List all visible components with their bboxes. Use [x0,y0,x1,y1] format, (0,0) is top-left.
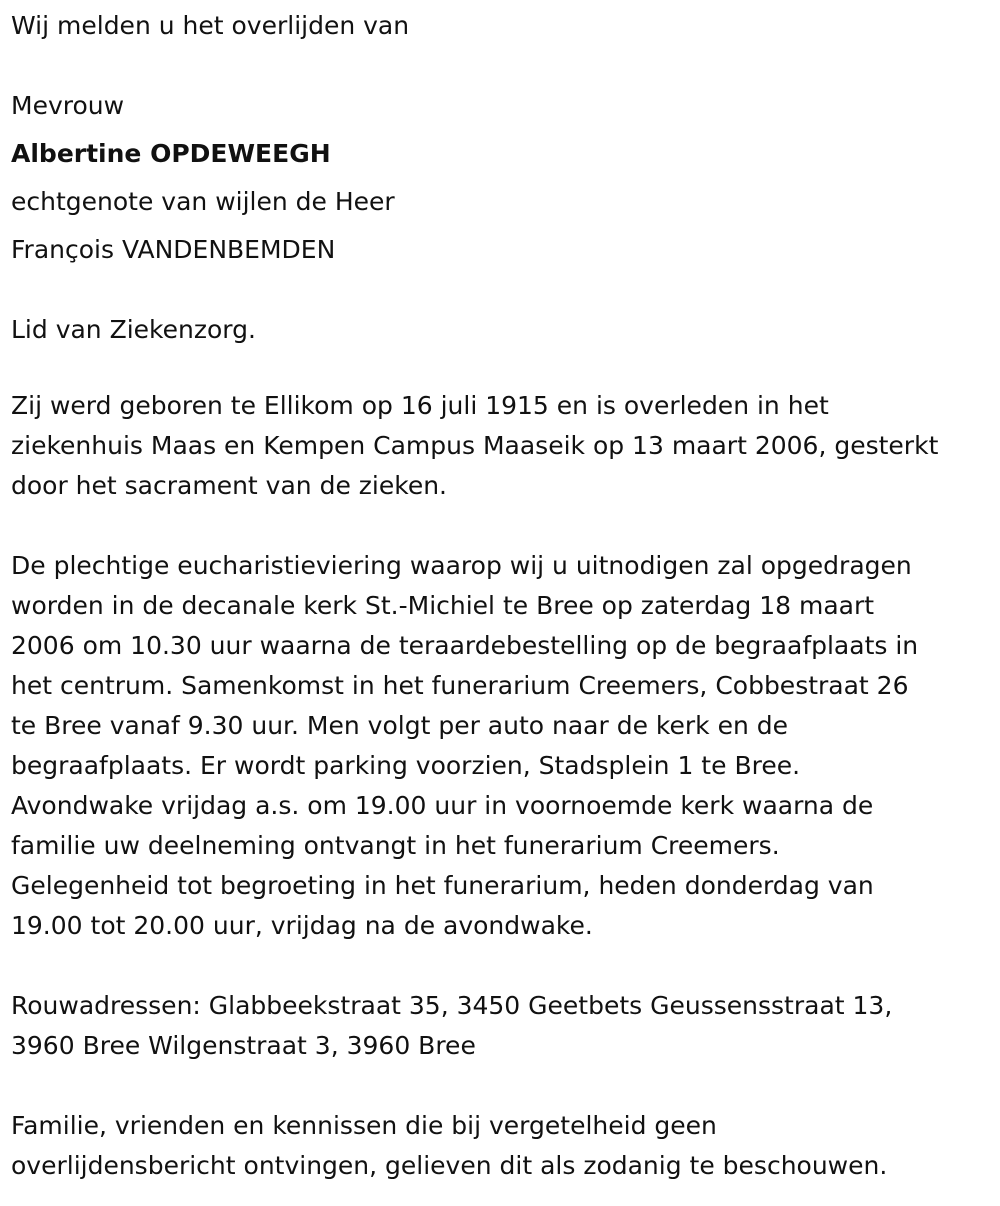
paragraph-line: Gelegenheid tot begroeting in het funerarium, heden donderdag van [11,871,874,900]
paragraph-line: 3960 Bree Wilgenstraat 3, 3960 Bree [11,1031,476,1060]
paragraph-line: door het sacrament van de zieken. [11,471,447,500]
paragraph-line: 2006 om 10.30 uur waarna de teraardebestelling op de begraafplaats in [11,631,919,660]
birth-death-paragraph [11,386,996,506]
paragraph-line: begraafplaats. Er wordt parking voorzien, Stadsplein 1 te Bree. [11,751,801,780]
paragraph-line: familie uw deelneming ontvangt in het funerarium Creemers. [11,831,780,860]
paragraph-line: Rouwadressen: Glabbeekstraat 35, 3450 Geetbets Geussensstraat 13, [11,991,893,1020]
deceased-title: Mevrouw [11,91,125,120]
intro-text: Wij melden u het overlijden van [11,11,410,40]
paragraph-line: Avondwake vrijdag a.s. om 19.00 uur in voornoemde kerk waarna de [11,791,874,820]
paragraph-line: Zij werd geboren te Ellikom op 16 juli 1915 en is overleden in het [11,391,829,420]
relation-text: echtgenote van wijlen de Heer [11,187,395,216]
paragraph-line: het centrum. Samenkomst in het funerarium Creemers, Cobbestraat 26 [11,671,909,700]
spouse-name: François VANDENBEMDEN [11,235,336,264]
paragraph-line: Familie, vrienden en kennissen die bij vergetelheid geen [11,1111,717,1140]
paragraph-line: ziekenhuis Maas en Kempen Campus Maaseik op 13 maart 2006, gesterkt [11,431,939,460]
addresses-paragraph [11,986,996,1066]
paragraph-line: 19.00 tot 20.00 uur, vrijdag na de avondwake. [11,911,593,940]
membership-text: Lid van Ziekenzorg. [11,315,256,344]
paragraph-line: De plechtige eucharistieviering waarop wij u uitnodigen zal opgedragen [11,551,912,580]
paragraph-line: overlijdensbericht ontvingen, gelieven dit als zodanig te beschouwen. [11,1151,888,1180]
paragraph-line: te Bree vanaf 9.30 uur. Men volgt per auto naar de kerk en de [11,711,789,740]
paragraph-line: worden in de decanale kerk St.-Michiel te Bree op zaterdag 18 maart [11,591,875,620]
closing-paragraph [11,1106,996,1186]
deceased-name: Albertine OPDEWEEGH [11,139,331,168]
ceremony-paragraph [11,546,996,946]
